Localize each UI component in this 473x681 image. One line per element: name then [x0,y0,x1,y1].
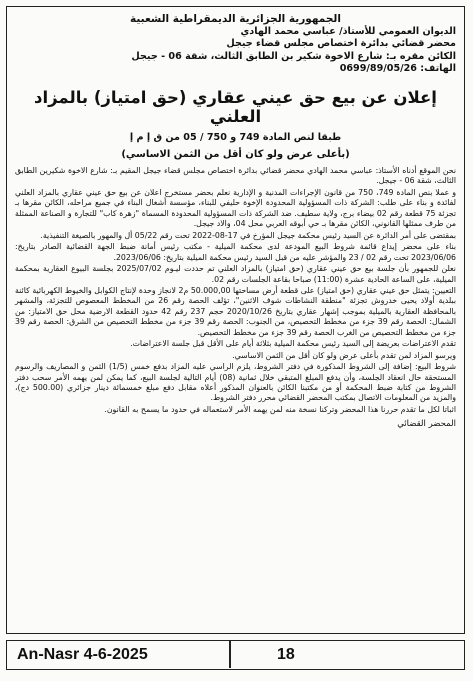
bailiff-jurisdiction: محضر قضائي بدائرة اختصاص مجلس قضاء جيجل [226,38,456,50]
paragraph: التعيين: يتمثل حق عيني عقاري (حق امتياز) على قطعة أرض مساحتها 50.000,00 م2 لانجاز وحدة لإنتاج الكوابل والخيوط الكهربائية كائنة ببلدية أولاد يحيى خدروش تجزئة "منطقة النشاطات شوف الاثنين"، تؤلف الحصة رقم 26 من المخطط المعصوص للتجزئة، والمشهر بالمحافظة العقارية بالميلية بموجب إشهار عقاري بتاريخ 2020/10/26 حجم 237 رقم 42 حدود القطعة الارضية محل حق الامتياز: من الشمال: الحصة رقم 39 جزء من مخطط التحصيص، من الجنوب: الحصة رقم 39 جزء من مخطط التحصيص من الشرق: الحصة رقم 39 جزء من مخطط التحصيص من الغرب الحصة رقم 39 جزء من مخطط التحصيص. [15,285,456,337]
signature-label: المحضر القضائي [397,419,456,430]
office-name: الديوان العمومي للأستاذ/ عباسي محمد الهادي [240,25,456,37]
paragraph: بناء على محضر إيداع قائمة شروط البيع المودعة لدى محكمة الميلية - مكتب رئيس أمانة ضبط الجهة القضائية الصادر بتاريخ: 2023/06/06 تحت رقم 02 / 23 والمؤشر عليه من قبل السيد رئيس محكمة الميلية بتاريخ: 2023/06/06. [15,242,456,262]
paragraph: تقدم الاعتراضات بعريضة إلى السيد رئيس محكمة الميلية بثلاثة أيام على الأقل قبل جلسة الاعتراضات. [130,339,456,349]
office-address: الكائن مقره بـ: شارع الاخوة شكير بن الطابق الثالث، شقة 06 - جيجل [131,50,456,62]
republic-line: الجمهورية الجزائرية الديمقراطية الشعبية [130,13,341,25]
office-phone: الهاتف: 0699/89/05/26 [339,63,456,75]
paragraph: شروط البيع: إضافة إلى الشروط المذكورة في دفتر الشروط، يلزم الراسي عليه المزاد بدفع خمس (1/5) الثمن و المصاريف والرسوم المستحقة حال انعقاد الجلسة، وأن يدفع المبلغ المتبقي خلال ثمانية (08) أيام التالية لجلسة البيع، كما يمكن لمن يهمه الأمر سحب دفتر الشروط من كتابة ضبط المحكمة أو من مكتبنا الكائن بالعنوان المذكور أعلاه مقابل دفع مبلغ خمسمائة دينار جزائري (500.00 دج)، والمزيد من المعلومات الاتصال بمكتب المحضر القضائي محرر دفتر الشروط. [15,362,456,403]
paragraph: نعلن للجمهور بأن جلسة بيع حق عيني عقاري (حق امتياز) بالمزاد العلني تم حددت ليـوم 2025/07/02 بجلسة البيوع العقارية بمحكمة الميلية، على الساعة الحادية عشرة (11:00) صباحا بقاعة الجلسات رقم 02. [15,264,456,284]
paragraph: و عملا بنص المادة 749، 750 من قانون الإجراءات المدنية و الإدارية نعلم بحضر مستخرج اعلان عن بيع حق عيني عقاري بالمزاد العلني لفائدة و بناء على طلب: الشركة ذات المسؤولية المحدودة الإخوة حليفي للبناء، مؤسسة أشغال البناء في جميع مراحله، الكائن مقرها بـ تجزئة 75 قطعة رقم 02 بيضاء برج، ولاية سطيف. ضد الشركة ذات المسؤولية المحدودة المسماة "زهرة كاب" للتجارة و الصناعة الممثلة من طرف ممثلها القانوني، الكائن مقرها بـ حي أبوقه العربي محل 04، والاد جيجل. [15,187,456,229]
office-header [15,13,456,76]
notice-title: إعلان عن بيع حق عيني عقاري (حق امتياز) بالمزاد العلني [34,87,437,126]
paragraph: بمقتضى على أمر الدائرة عن السيد رئيس محكمة جيجل المؤرخ في 17-08-2022 تحت رقم 05/22 أل والمهور بالصيغة التنفيذية. [40,230,456,240]
page-footer [6,640,465,670]
footer-divider [229,641,231,668]
paragraph: ويرسو المزاد لمن تقدم بأعلى عرض ولو كان أقل من الثمن الاساسي. [232,350,456,360]
paragraph: اثباتا لكل ما تقدم حررنا هذا المحضر وتركنا نسخة منه لمن يهمه الأمر لاستعماله في حدود ما يسمح به القانون. [104,404,456,414]
legal-basis: طبقا لنص المادة 749 و 750 / 05 من ق إ م إ [129,131,342,143]
edition-label: An-Nasr 4-6-2025 [17,646,148,663]
notice-body [15,166,456,430]
page-number: 18 [277,646,295,663]
legal-notice [6,6,465,634]
paragraph: نحن الموقع أدناه الأستاذ: عباسي محمد الهادي محضر قضائي بدائرة اختصاص مجلس قضاء جيجل المقيم بـ: شارع الاخوة شكيرين الطابق الثالث، شقة 06 - جيجل. [15,165,456,186]
bid-condition: (بأعلى عرض ولو كان أقل من الثمن الاساسي) [121,148,350,160]
